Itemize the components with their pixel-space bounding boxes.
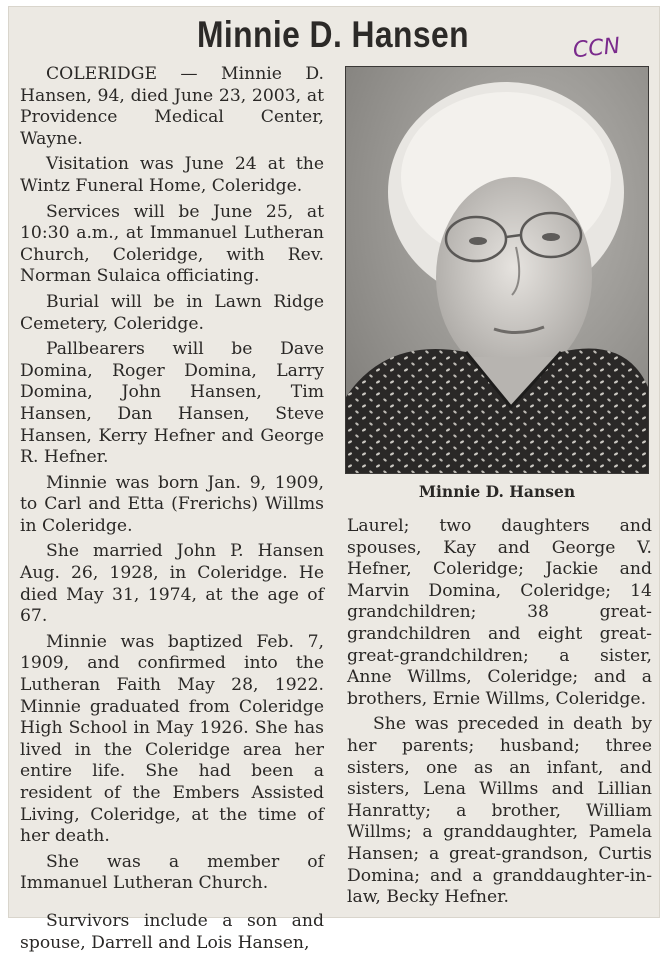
photo-caption: Minnie D. Hansen <box>418 482 576 501</box>
paragraph-pallbearers: Pallbearers will be Dave Domina, Roger Domina, Larry Domina, John Hansen, Tim Hansen, Dan Hansen, Steve Hansen, Kerry Hefner and George R. Hefner. <box>20 339 324 468</box>
paragraph-survivors-start: Survivors include a son and spouse, Darrell and Lois Hansen, <box>20 910 324 953</box>
right-column <box>347 516 652 913</box>
paragraph-marriage: She married John P. Hansen Aug. 26, 1928, in Coleridge. He died May 31, 1974, at the age of 67. <box>20 541 324 627</box>
paragraph-visitation: Visitation was June 24 at the Wintz Funeral Home, Coleridge. <box>20 154 324 196</box>
portrait-photo <box>345 66 649 474</box>
handwritten-annotation: CCN <box>571 33 622 64</box>
paragraph-preceded-in-death: She was preceded in death by her parents; husband; three sisters, one as an infant, and sisters, Lena Willms and Lillian Hanratty; a brother, William Willms; a granddaughter, Pamela Hansen; a great-grandson, Curtis Domina; and a granddaughter-in-law, Becky Hefner. <box>347 714 652 908</box>
paragraph-services: Services will be June 25, at 10:30 a.m., at Immanuel Lutheran Church, Coleridge, with Rev. Norman Sulaica officiating. <box>20 201 324 287</box>
paragraph-burial: Burial will be in Lawn Ridge Cemetery, Coleridge. <box>20 291 324 334</box>
paragraph-birth: Minnie was born Jan. 9, 1909, to Carl and Etta (Frerichs) Willms in Coleridge. <box>20 472 324 536</box>
paragraph-life: Minnie was baptized Feb. 7, 1909, and confirmed into the Lutheran Faith May 28, 1922. Minnie graduated from Coleridge High School in May 1926. She has lived in the Coleridge area her entire life. She had been a resident of the Embers Assisted Living, Coleridge, at the time of her death. <box>20 631 324 847</box>
left-column <box>20 64 324 958</box>
portrait-image <box>346 67 648 473</box>
paragraph-survivors-continued: Laurel; two daughters and spouses, Kay and George V. Hefner, Coleridge; Jackie and Marvin Domina, Coleridge; 14 grandchildren; 38 great-grandchildren and eight great-great-grandchildren; a sister, Anne Willms, Coleridge; and a brothers, Ernie Willms, Coleridge. <box>347 516 652 709</box>
paragraph-church: She was a member of Immanuel Lutheran Church. <box>20 851 324 894</box>
paragraph-death-notice: COLERIDGE — Minnie D. Hansen, 94, died June 23, 2003, at Providence Medical Center, Wayne. <box>20 64 324 149</box>
obituary-headline: Minnie D. Hansen <box>196 14 470 55</box>
